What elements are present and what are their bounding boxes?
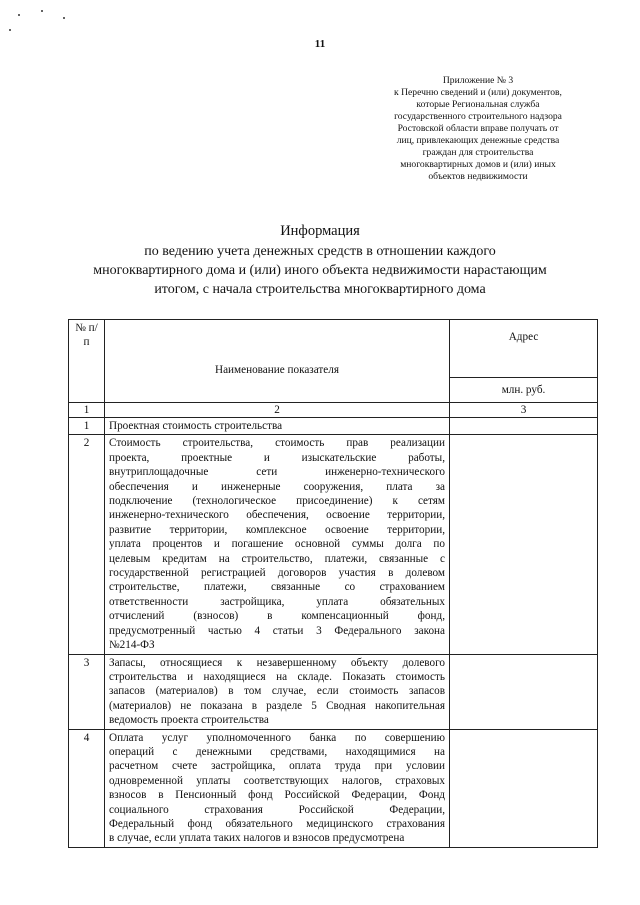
indicator-text-line: развитие территории, комплексное освоение территории,: [109, 523, 445, 536]
row-number: 2: [69, 435, 105, 654]
row-number: 1: [69, 418, 105, 435]
appendix-line: Приложение № 3: [442, 75, 514, 86]
address-value-cell: [450, 418, 598, 435]
header-name: Наименование показателя: [105, 320, 450, 403]
indicator-text-line: отчислений (взносов) в компенсационный фонд,: [109, 610, 445, 623]
indicator-name: [105, 729, 450, 847]
header-row: [69, 320, 598, 378]
indicator-name: [105, 435, 450, 654]
indicator-text-line: целевым кредитам на строительство, платежи, связанные с: [109, 552, 445, 565]
scan-speck: [9, 29, 11, 31]
scan-speck: [18, 14, 20, 16]
indicator-text-line: одновременной уплаты соответствующих налогов, страховых: [109, 774, 445, 787]
appendix-line: Ростовской области вправе получать от: [397, 123, 559, 134]
appendix-line: к Перечню сведений и (или) документов,: [394, 87, 562, 98]
indicator-text-line: запасов (материалов) в том случае, если стоимость запасов: [109, 685, 445, 698]
indicator-text-line: №214-ФЗ: [109, 639, 155, 652]
indicator-text-line: Федеральный фонд обязательного медицинского страхования: [109, 817, 445, 830]
page-number: 11: [314, 38, 326, 50]
column-index: 2: [105, 403, 450, 418]
address-value-cell: [450, 729, 598, 847]
indicator-text-line: предусмотренный частью 4 статьи 3 Федерального закона: [109, 624, 445, 637]
indicator-text-line: подключение (технологическое присоединение) к сетям: [109, 495, 445, 508]
indicator-text-line: социального страхования Российской Федерации,: [109, 803, 445, 816]
header-address: Адрес: [450, 320, 598, 378]
appendix-line: граждан для строительства: [422, 147, 534, 158]
indicator-name: [105, 418, 450, 435]
indicator-text-line: ответственности застройщика, уплата обязательных: [109, 595, 445, 608]
indicator-text-line: уплата процентов и погашение основной суммы долга по: [109, 538, 445, 551]
indicator-text-line: Проектная стоимость строительства: [109, 420, 283, 432]
document-title: [40, 222, 600, 299]
address-value-cell: [450, 654, 598, 729]
title-main: Информация: [280, 223, 360, 239]
column-index: 1: [69, 403, 105, 418]
indicator-text-line: строительства и находящиеся на складе. Показать стоимость: [109, 670, 445, 683]
scan-speck: [41, 10, 43, 12]
title-line: по ведению учета денежных средств в отношении каждого: [144, 244, 496, 259]
header-num: № п/п: [69, 320, 105, 403]
title-line: итогом, с начала строительства многоквартирного дома: [154, 282, 486, 297]
address-value-cell: [450, 435, 598, 654]
appendix-line: объектов недвижимости: [428, 171, 528, 182]
indicator-text-line: (материалов) не показана в разделе 5 Сводная накопительная: [109, 699, 445, 712]
table-row: [69, 729, 598, 847]
row-number: 3: [69, 654, 105, 729]
indicator-text-line: обеспечения и инженерные сооружения, плата за: [109, 480, 445, 493]
appendix-line: государственного строительного надзора: [394, 111, 562, 122]
appendix-note: [372, 75, 584, 183]
appendix-line: лиц, привлекающих денежные средства: [396, 135, 560, 146]
indicator-text-line: проекта, проектные и изыскательские работы,: [109, 451, 445, 464]
indicators-table: [68, 319, 598, 848]
row-number: 4: [69, 729, 105, 847]
indicator-text-line: инженерно-технического обеспечения, освоение территории,: [109, 509, 445, 522]
indicator-text-line: ведомость проекта строительства: [109, 714, 269, 727]
column-index: 3: [450, 403, 598, 418]
indicator-text-line: Стоимость строительства, стоимость прав реализации: [109, 437, 445, 450]
title-line: многоквартирного дома и (или) иного объекта недвижимости нарастающим: [93, 263, 547, 278]
indicator-text-line: строительстве, платежи, связанные со страхованием: [109, 581, 445, 594]
appendix-line: многоквартирных домов и (или) иных: [400, 159, 556, 170]
table-row: [69, 435, 598, 654]
column-index-row: [69, 403, 598, 418]
indicator-text-line: расчетном счете застройщика, оплата труда при условии: [109, 760, 445, 773]
scan-speck: [63, 17, 65, 19]
indicator-text-line: внутриплощадочные сети инженерно-технического: [109, 466, 445, 479]
indicator-text-line: операций с денежными средствами, находящимися на: [109, 745, 445, 758]
appendix-line: которые Региональная служба: [416, 99, 540, 110]
indicator-text-line: Запасы, относящиеся к незавершенному объекту долевого: [109, 656, 445, 669]
header-unit: млн. руб.: [450, 378, 598, 403]
indicator-text-line: государственной регистрацией договоров участия в долевом: [109, 567, 445, 580]
table-row: [69, 418, 598, 435]
indicator-name: [105, 654, 450, 729]
indicator-text-line: взносов в Пенсионный фонд Российской Федерации, Фонд: [109, 789, 445, 802]
table-row: [69, 654, 598, 729]
indicator-text-line: Оплата услуг уполномоченного банка по совершению: [109, 731, 445, 744]
indicator-text-line: в случае, если уплата таких налогов и взносов предусмотрена: [109, 832, 405, 845]
